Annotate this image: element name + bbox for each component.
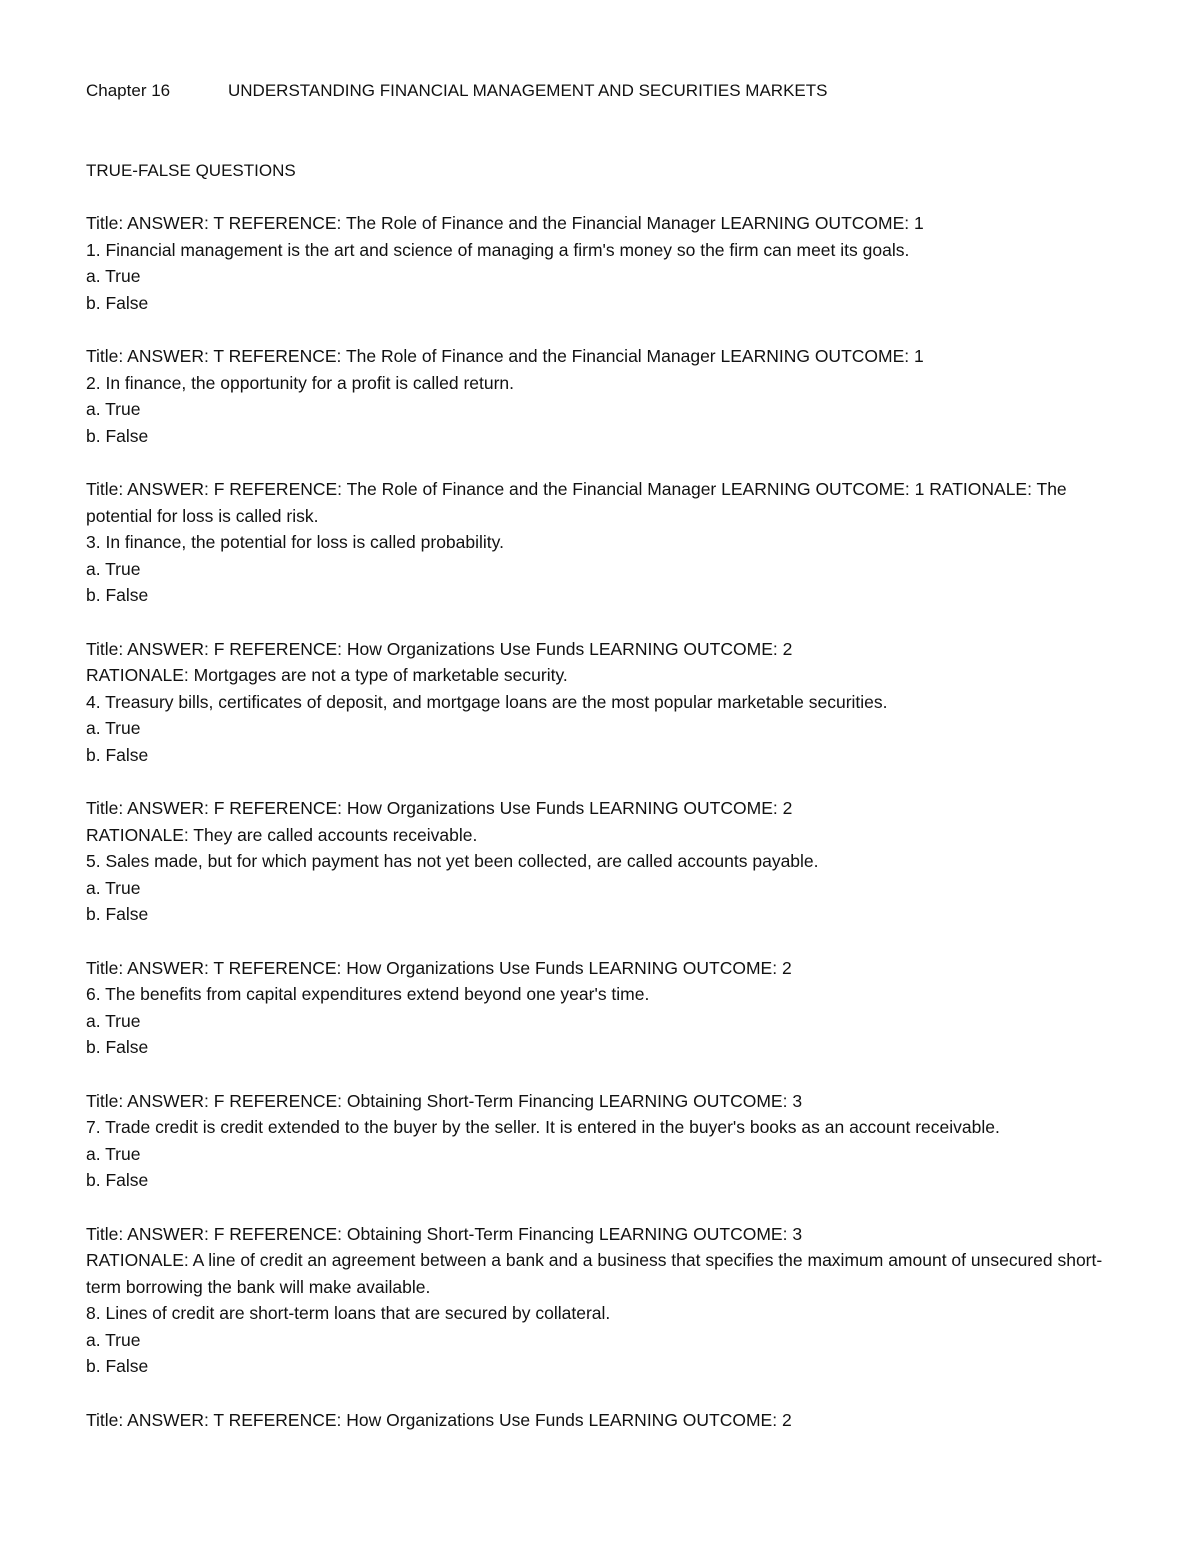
option-b: b. False (86, 1170, 149, 1190)
question-block-7 (86, 1088, 1106, 1194)
question-block-1 (86, 210, 1106, 316)
question-meta: Title: ANSWER: F REFERENCE: How Organizations Use Funds LEARNING OUTCOME: 2 (86, 638, 793, 659)
question-block-3 (86, 476, 1106, 609)
question-block-8 (86, 1221, 1106, 1380)
option-a: a. True (86, 399, 141, 419)
question-block-5 (86, 795, 1106, 928)
question-block-4 (86, 636, 1106, 769)
option-b: b. False (86, 292, 149, 313)
question-rationale: RATIONALE: Mortgages are not a type of marketable security. (86, 665, 568, 685)
question-text: 8. Lines of credit are short-term loans that are secured by collateral. (86, 1303, 611, 1323)
question-text: 1. Financial management is the art and science of managing a firm's money so the firm can meet its goals. (86, 239, 910, 260)
question-text: 3. In finance, the potential for loss is called probability. (86, 532, 504, 552)
section-heading: TRUE-FALSE QUESTIONS (86, 160, 296, 180)
option-a: a. True (86, 877, 141, 898)
option-a: a. True (86, 266, 141, 286)
question-meta: Title: ANSWER: F REFERENCE: The Role of Finance and the Financial Manager LEARNING OUTCOME: 1 RATIONALE: The potential for loss is called risk. (86, 479, 1067, 526)
option-b: b. False (86, 1037, 149, 1057)
option-b: b. False (86, 585, 149, 605)
option-a: a. True (86, 1143, 141, 1164)
question-rationale: RATIONALE: They are called accounts receivable. (86, 824, 478, 845)
question-meta: Title: ANSWER: T REFERENCE: The Role of Finance and the Financial Manager LEARNING OUTCOME: 1 (86, 346, 924, 366)
option-b: b. False (86, 744, 149, 765)
document-content (86, 78, 1106, 1433)
chapter-title: UNDERSTANDING FINANCIAL MANAGEMENT AND SECURITIES MARKETS (228, 81, 828, 100)
question-text: 7. Trade credit is credit extended to the buyer by the seller. It is entered in the buyer's books as an account receivable. (86, 1117, 1000, 1137)
option-b: b. False (86, 904, 149, 924)
option-a: a. True (86, 558, 141, 579)
question-meta: Title: ANSWER: F REFERENCE: Obtaining Short-Term Financing LEARNING OUTCOME: 3 (86, 1223, 803, 1244)
option-b: b. False (86, 1356, 149, 1376)
trailing-question-meta: Title: ANSWER: T REFERENCE: How Organizations Use Funds LEARNING OUTCOME: 2 (86, 1409, 792, 1430)
question-text: 2. In finance, the opportunity for a profit is called return. (86, 372, 515, 393)
option-a: a. True (86, 1010, 141, 1031)
chapter-header (86, 78, 1106, 105)
question-text: 5. Sales made, but for which payment has not yet been collected, are called accounts payable. (86, 851, 819, 871)
option-a: a. True (86, 718, 141, 738)
chapter-label: Chapter 16 (86, 81, 171, 100)
question-block-2 (86, 343, 1106, 449)
option-b: b. False (86, 425, 149, 446)
question-meta: Title: ANSWER: F REFERENCE: Obtaining Short-Term Financing LEARNING OUTCOME: 3 (86, 1090, 803, 1111)
question-meta: Title: ANSWER: F REFERENCE: How Organizations Use Funds LEARNING OUTCOME: 2 (86, 798, 793, 818)
question-block-6 (86, 955, 1106, 1061)
question-meta: Title: ANSWER: T REFERENCE: The Role of Finance and the Financial Manager LEARNING OUTCOME: 1 (86, 213, 924, 233)
question-text: 4. Treasury bills, certificates of deposit, and mortgage loans are the most popular marketable securities. (86, 691, 888, 712)
question-rationale: RATIONALE: A line of credit an agreement between a bank and a business that specifies the maximum amount of unsecured short-term borrowing the bank will make available. (86, 1250, 1103, 1297)
question-text: 6. The benefits from capital expenditures extend beyond one year's time. (86, 984, 650, 1004)
option-a: a. True (86, 1329, 141, 1350)
question-meta: Title: ANSWER: T REFERENCE: How Organizations Use Funds LEARNING OUTCOME: 2 (86, 957, 792, 978)
